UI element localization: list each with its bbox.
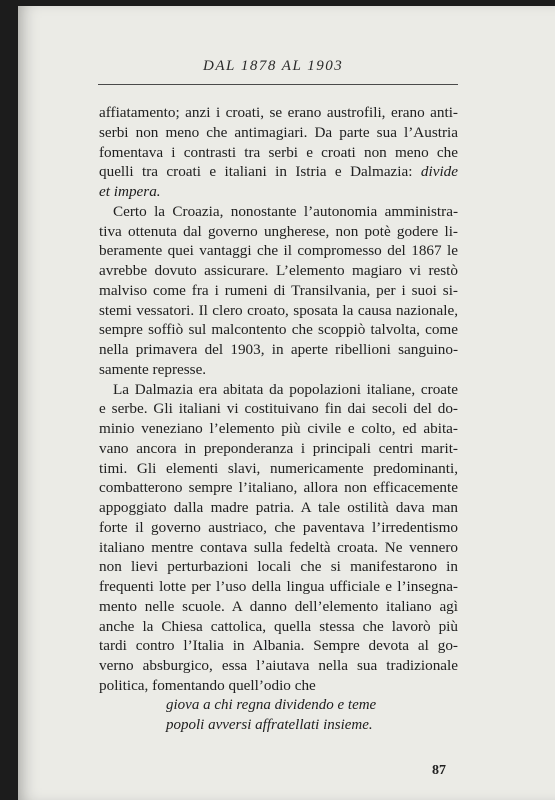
text-line: combatterono sempre l’italiano, allora non efficacemente [99,479,458,497]
text-line: fomentava i contrasti tra serbi e croati non meno che [99,143,458,161]
book-page [18,6,555,800]
text-line: stemi vessatori. Il clero croato, sposata la causa nazionale, [99,301,458,319]
text-line: mento nelle scuole. A danno dell’elemento italiano agì [99,597,458,615]
latin-phrase: divide [420,163,458,181]
header-rule [98,84,458,85]
text-line: italiano mentre contava sulla fedeltà croata. Ne vennero [99,538,458,556]
text-line: politica, fomentando quell’odio che [99,676,316,694]
verse-line: giova a chi regna dividendo e teme [166,697,377,713]
text-line: verno absburgico, essa l’aiutava nella sua tradizionale [99,657,458,674]
text-line: tiva ottenuta dal governo ungherese, non potè godere li- [99,222,458,240]
text-line: malviso come fra i rumeni di Transilvania, per i suoi si- [99,281,458,299]
text-line-roman: quelli tra croati e italiani in Istria e Dalmazia: [99,163,421,181]
paragraph-3 [99,380,458,696]
text-line: tardi contro l’Italia in Albania. Sempre devota al go- [99,637,458,655]
paragraph-1 [99,103,458,202]
verse-line: popoli avversi affratellati insieme. [166,716,373,733]
text-line: e serbe. Gli italiani vi costituivano fin dai secoli del do- [99,400,458,418]
text-line: appoggiato dalla madre patria. A tale ostilità dava man [99,499,458,516]
text-line: affiatamento; anzi i croati, se erano austrofili, erano anti- [99,104,458,121]
text-line [99,162,458,182]
text-line: timi. Gli elementi slavi, numericamente predominanti, [99,459,458,477]
text-line: vano ancora in preponderanza i principali centri marit- [99,439,458,457]
text-line: sempre soffiò sul malcontento che scoppiò talvolta, come [99,321,458,339]
page-number: 87 [432,763,446,778]
text-line: La Dalmazia era abitata da popolazioni italiane, croate [113,380,458,398]
text-line: frequenti lotte per l’uso della lingua ufficiale e l’insegna- [99,578,458,595]
text-line: avrebbe dovuto assicurare. L’elemento magiaro vi restò [99,262,458,279]
paragraph-2 [99,202,458,380]
running-head: DAL 1878 AL 1903 [203,58,344,74]
text-line: nella primavera del 1903, in aperte ribellioni sanguino- [99,341,458,358]
text-line: beramente quei vantaggi che il compromesso del 1867 le [99,242,458,260]
text-line: Certo la Croazia, nonostante l’autonomia amministra- [113,202,458,220]
text-line: serbi non meno che antimagiari. Da parte sua l’Austria [99,123,458,141]
text-line: forte il governo austriaco, che paventava l’irredentismo [99,518,458,536]
text-line: minio veneziano l’elemento più civile e colto, ed abita- [99,420,458,437]
verse-quotation [166,695,466,735]
body-text [99,103,458,696]
text-line: anche la Chiesa cattolica, quella stessa che lavorò più [99,617,458,635]
text-line: samente represse. [99,360,207,378]
text-line: non lievi perturbazioni locali che si manifestarono in [99,558,458,576]
text-line: et impera. [99,183,161,200]
